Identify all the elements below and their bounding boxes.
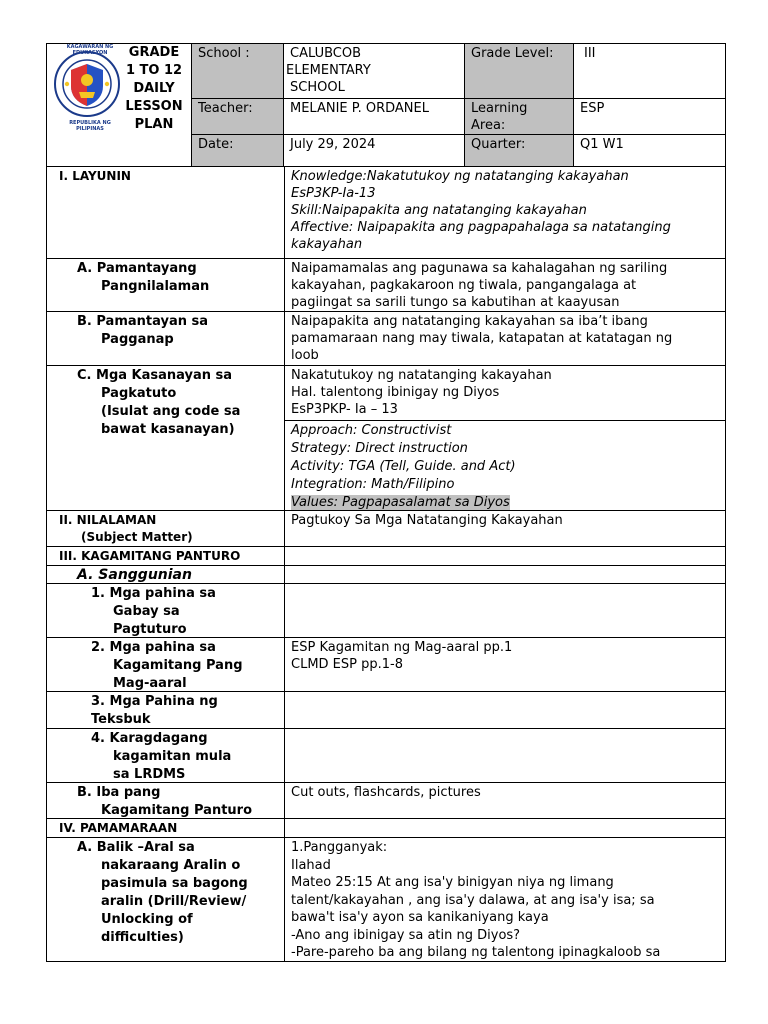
pamamaraan-content	[284, 818, 726, 838]
layunin-content-cell: Knowledge:Nakatutukoy ng natatanging kakayahan EsP3KP-Ia-13 Skill:Naipapakita ang natatanging kakayahan Affective: Naipapakita ang pagpapahalaga sa natatanging kakayahan	[284, 166, 726, 259]
learning-area-value: ESP	[573, 98, 726, 135]
teacher-label: Teacher:	[191, 98, 284, 135]
teacher-value: MELANIE P. ORDANEL	[283, 98, 465, 135]
kagamitang-pang-content: ESP Kagamitan ng Mag-aaral pp.1 CLMD ESP pp.1-8	[284, 637, 726, 692]
pamantayan-sa-pagganap-label: B. Pamantayan sa Pagganap	[46, 311, 285, 366]
header-logo-cell	[46, 43, 192, 167]
balik-aral-label: A. Balik –Aral sa nakaraang Aralin o pasimula sa bagong aralin (Drill/Review/ Unlocking of difficulties)	[46, 837, 285, 962]
iba-pang-label: B. Iba pang Kagamitang Panturo	[46, 782, 285, 819]
logo-ring-text: KAGAWARAN NG EDUKASYON	[66, 44, 114, 56]
dlp-title: GRADE 1 TO 12 DAILY LESSON PLAN	[125, 45, 183, 132]
kasanayan-label: C. Mga Kasanayan sa Pagkatuto (Isulat ang code sa bawat kasanayan)	[46, 365, 285, 511]
teksbuk-label: 3. Mga Pahina ng Teksbuk	[46, 691, 285, 729]
grade-level-label: Grade Level:	[464, 43, 574, 99]
sanggunian-content	[284, 565, 726, 584]
lrdms-content	[284, 728, 726, 783]
lrdms-label: 4. Karagdagang kagamitan mula sa LRDMS	[46, 728, 285, 783]
nilalaman-content: Pagtukoy Sa Mga Natatanging Kakayahan	[284, 510, 726, 547]
nilalaman-label: II. NILALAMAN (Subject Matter)	[46, 510, 285, 547]
school-value: CALUBCOB ELEMENTARY SCHOOL	[283, 43, 465, 99]
kagamitang-pang-label: 2. Mga pahina sa Kagamitang Pang Mag-aaral	[46, 637, 285, 692]
date-value: July 29, 2024	[283, 134, 465, 167]
pamantayang-pangnilalaman-content: Naipamamalas ang pagunawa sa kahalagahan ng sariling kakayahan, pagkakaroon ng tiwala, pangangalaga at pagiingat sa sarili tungo sa kabutihan at kaayusan	[284, 258, 726, 312]
kagamitang-panturo-label: III. KAGAMITANG PANTURO	[46, 546, 285, 566]
grade-level-value: III	[573, 43, 726, 99]
quarter-label: Quarter:	[464, 134, 574, 167]
teksbuk-content	[284, 691, 726, 729]
school-label: School :	[191, 43, 284, 99]
kasanayan-content: Nakatutukoy ng natatanging kakayahan Hal. talentong ibinigay ng Diyos EsP3PKP- Ia – 13	[284, 365, 726, 421]
balik-aral-content: 1.Pangganyak: Ilahad Mateo 25:15 At ang isa'y binigyan niya ng limang talent/kakayahan , ang isa'y dalawa, at ang isa'y isa; sa bawa't isa'y ayon sa kanikaniyang kaya -Ano ang ibinigay sa atin ng Diyos? -Pare-pareho ba ang bilang ng talentong ipinagkaloob sa	[284, 837, 726, 962]
layunin-label-cell: I. LAYUNIN	[46, 166, 285, 259]
gabay-content	[284, 583, 726, 638]
learning-area-label: Learning Area:	[464, 98, 574, 135]
pamantayang-pangnilalaman-label: A. Pamantayang Pangnilalaman	[46, 258, 285, 312]
iba-pang-content: Cut outs, flashcards, pictures	[284, 782, 726, 819]
values-highlight: Values: Pagpapasalamat sa Diyos	[291, 495, 510, 510]
kagamitang-panturo-content	[284, 546, 726, 566]
pamantayan-sa-pagganap-content: Naipapakita ang natatanging kakayahan sa iba’t ibang pamamaraan nang may tiwala, katapatan at katatagan ng loob	[284, 311, 726, 366]
gabay-label: 1. Mga pahina sa Gabay sa Pagtuturo	[46, 583, 285, 638]
kasanayan-approach-content: Approach: Constructivist Strategy: Direct instruction Activity: TGA (Tell, Guide. and Act) Integration: Math/Filipino Values: Pagpapasalamat sa Diyos	[284, 420, 726, 511]
logo-bottom-text: REPUBLIKA NG PILIPINAS	[69, 120, 111, 132]
date-label: Date:	[191, 134, 284, 167]
sanggunian-label: A. Sanggunian	[46, 565, 285, 584]
deped-seal-icon	[53, 50, 121, 118]
quarter-value: Q1 W1	[573, 134, 726, 167]
pamamaraan-label: IV. PAMAMARAAN	[46, 818, 285, 838]
